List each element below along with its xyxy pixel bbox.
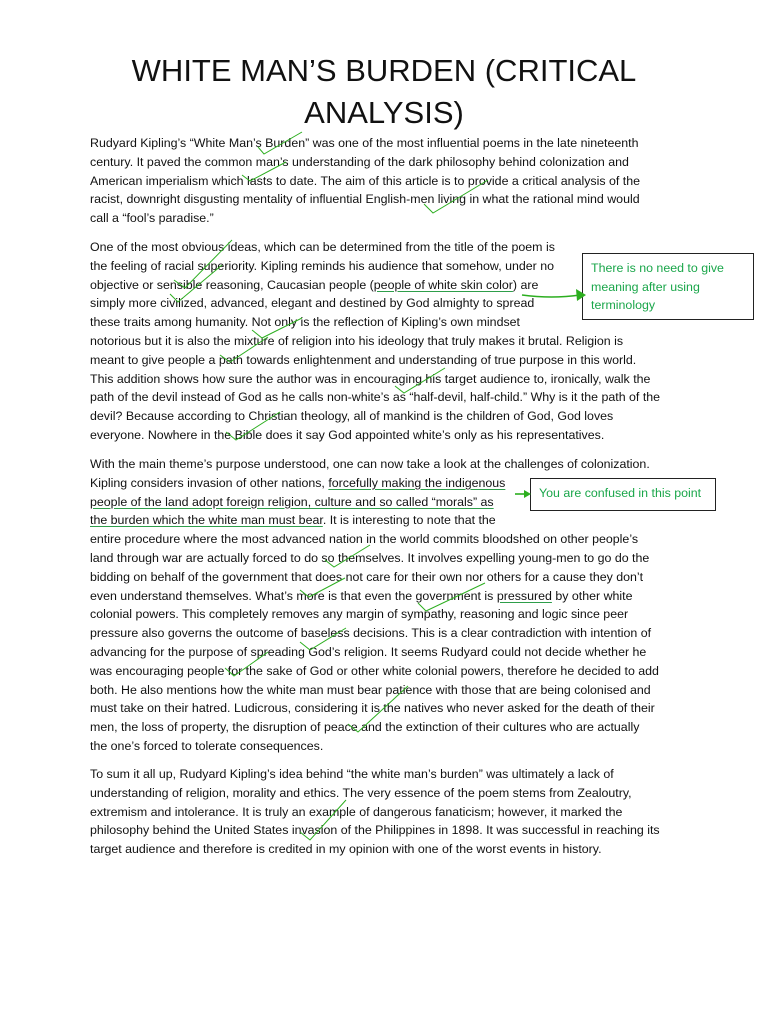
text-line: these traits among humanity. Not only is the reflection of Kipling’s own mindset	[90, 315, 520, 330]
text-line	[90, 276, 660, 295]
paragraph-racial-superiority	[90, 238, 660, 445]
text-line: bidding on behalf of the government that does not care for their own nor others for a cause they don’t	[90, 569, 644, 584]
text-line: advancing for the purpose of spreading God’s religion. It seems Rudyard could not decide whether he	[90, 644, 647, 659]
title-line-1: WHITE MAN’S BURDEN (CRITICAL	[131, 53, 637, 88]
text-line: must take on their hatred. Ludicrous, considering it is the natives who never asked for the death of their	[90, 701, 655, 716]
text-line: the one’s forced to tolerate consequences.	[90, 738, 324, 753]
text-segment: . It is interesting to note that the	[322, 513, 496, 528]
text-line: men, the loss of property, the disruption of peace and the extinction of their cultures who are actually	[90, 720, 640, 735]
text-line: This addition shows how sure the author was in encouraging his target audience to, ironically, walk the	[90, 371, 651, 386]
page-title	[0, 50, 768, 134]
comment-box-terminology[interactable]: There is no need to give meaning after using terminology	[582, 253, 754, 320]
text-line: target audience and therefore is credited in my opinion with one of the worst events in history.	[90, 842, 602, 857]
text-line: notorious but it is also the mixture of religion into his ideology that truly makes it brutal. Religion is	[90, 333, 624, 348]
text-line: extremism and intolerance. It is truly an example of dangerous fanaticism; however, it marked the	[90, 804, 623, 819]
text-line: call a “fool’s paradise.”	[90, 211, 214, 226]
text-line: devil? Because according to Christian theology, all of mankind is the children of God, God loves	[90, 409, 614, 424]
text-segment: by other white	[551, 588, 633, 603]
text-segment: objective or sensible reasoning, Caucasian people (	[90, 277, 374, 292]
text-line: American imperialism which lasts to date. The aim of this article is to provide a critical analysis of the	[90, 173, 640, 188]
text-line: philosophy behind the United States invasion of the Philippines in 1898. It was successful in reaching its	[90, 823, 660, 838]
underlined-phrase: forcefully making the indigenous	[328, 475, 506, 490]
text-line: land through war are actually forced to do so themselves. It involves expelling young-men to go do the	[90, 550, 650, 565]
paragraph-intro	[90, 134, 640, 228]
text-line: To sum it all up, Rudyard Kipling’s idea behind “the white man’s burden” was ultimately a lack of	[90, 767, 614, 781]
underlined-phrase: the burden which the white man must bear	[90, 513, 323, 528]
text-line: With the main theme’s purpose understood, one can now take a look at the challenges of colonization.	[90, 457, 650, 471]
text-line: path of the devil instead of God as he calls non-white’s as “half-devil, half-child.” Why is it the path of the	[90, 390, 661, 405]
text-line	[90, 511, 659, 530]
text-line: simply more civilized, advanced, elegant and destined by God almighty to spread	[90, 296, 535, 311]
text-line: One of the most obvious ideas, which can be determined from the title of the poem is	[90, 240, 555, 254]
text-line: Rudyard Kipling’s “White Man’s Burden” was one of the most influential poems in the late nineteenth	[90, 136, 639, 150]
text-line: racist, downright disgusting mentality of influential English-men living in what the rational mind would	[90, 192, 640, 207]
text-line: meant to give people a path towards enlightenment and understanding of true purpose in this world.	[90, 352, 637, 367]
text-line: pressure also governs the outcome of baseless decisions. This is a clear contradiction with intention of	[90, 626, 652, 641]
text-segment: Kipling considers invasion of other nations,	[90, 475, 329, 490]
underlined-word: pressured	[496, 588, 552, 603]
text-line: understanding of religion, morality and ethics. The very essence of the poem stems from Zealoutry,	[90, 785, 632, 800]
paragraph-conclusion	[90, 765, 660, 859]
text-segment: ) are	[512, 277, 539, 292]
text-line: the feeling of racial superiority. Kipling reminds his audience that somehow, under no	[90, 258, 554, 273]
text-line	[90, 587, 659, 606]
underlined-phrase: people of white skin color	[373, 277, 513, 292]
text-line: entire procedure where the most advanced nation in the world commits bloodshed on other people’s	[90, 532, 639, 547]
comment-box-confused[interactable]: You are confused in this point	[530, 478, 716, 511]
text-segment: even understand themselves. What’s more is that even the government is	[90, 588, 497, 603]
text-line: everyone. Nowhere in the Bible does it say God appointed white’s only as his representatives.	[90, 427, 605, 442]
underlined-phrase: people of the land adopt foreign religion, culture and so called “morals” as	[90, 494, 494, 509]
text-line: century. It paved the common man’s understanding of the dark philosophy behind colonization and	[90, 154, 629, 169]
text-line: colonial powers. This completely removes any margin of sympathy, reasoning and logic since peer	[90, 607, 629, 622]
title-line-2: ANALYSIS)	[304, 95, 464, 130]
text-line: was encouraging people for the sake of God or other white colonial powers, therefore he decided to add	[90, 663, 659, 678]
text-line: both. He also mentions how the white man must bear patience with those that are being colonised and	[90, 682, 651, 697]
